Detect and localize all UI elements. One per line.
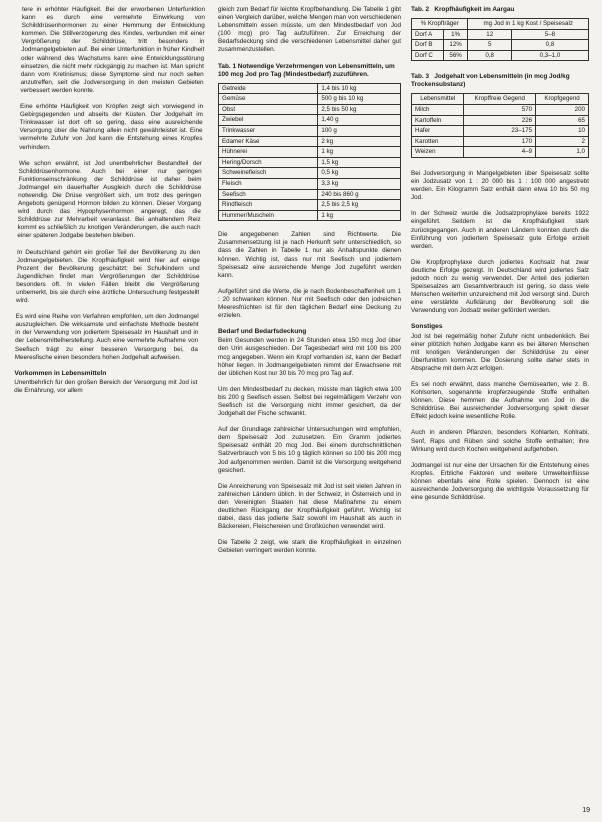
table-row: [219, 200, 401, 211]
table-cell: 0,5 kg: [318, 168, 401, 179]
column-header: Lebensmittel: [412, 94, 464, 105]
table-cell: Getreide: [219, 83, 318, 94]
table-row: [219, 147, 401, 158]
table-cell: 23–175: [464, 126, 536, 137]
table-cell: 500 g bis 10 kg: [318, 94, 401, 105]
paragraph: Es wird eine Reihe von Verfahren empfohlen, um den Jodmangel auszugleichen. Die wirksamste und einfachste Methode besteht in der Verwendung von jodiertem Speisesalz im Haushalt und in der Lebensmittelherstellung. Auch eine vermehrte Aufnahme von Seefisch trägt zu einer besseren Versorgung bei, da Meeresfische einen besonders hohen Jodgehalt aufweisen.: [14, 313, 199, 361]
table-row: [219, 94, 401, 105]
iodine-content-table: [411, 93, 589, 158]
table-row: [412, 115, 589, 126]
table-cell: Obst: [219, 104, 318, 115]
section-heading-requirement: Bedarf und Bedarfsdeckung: [218, 328, 307, 336]
table-row: [412, 147, 589, 158]
text-column-left: [14, 6, 205, 403]
table-cell: 240 bis 860 g: [318, 189, 401, 200]
table-row: [412, 136, 589, 147]
text-column-middle: [218, 6, 401, 563]
paragraph: Um den Mindestbedarf zu decken, müsste man täglich etwa 100 bis 200 g Seefisch essen. Selbst bei regelmäßigem Verzehr von Seefisch ist die Versorgung nicht immer gesichert, da der Jodgehalt der Fische schwankt.: [218, 385, 401, 418]
table-cell: Karotten: [412, 136, 464, 147]
table-cell: Dorf B: [412, 40, 444, 51]
table-header-row: [412, 19, 589, 30]
table-row: [412, 104, 589, 115]
table-cell: 3,3 kg: [318, 178, 401, 189]
goiter-frequency-table: [411, 18, 589, 61]
table2-title: Kropfhäufigkeit im Aargau: [434, 6, 515, 13]
table-cell: Milch: [412, 104, 464, 115]
table-row: [219, 157, 401, 168]
table3-label: Tab. 3: [411, 73, 429, 81]
paragraph: Die Tabelle 2 zeigt, wie stark die Kropfhäufigkeit in einzelnen Gebieten verringert werden konnte.: [218, 539, 401, 555]
table-row: [219, 104, 401, 115]
table-cell: 1,5 kg: [318, 157, 401, 168]
column2-paragraphs2: [218, 337, 401, 555]
table-cell: Zwiebel: [219, 115, 318, 126]
table-cell: 170: [464, 136, 536, 147]
table3-title: Jodgehalt von Lebensmitteln (in mcg Jod/kg Trockensubstanz): [411, 73, 570, 89]
table-cell: 100 g: [318, 125, 401, 136]
section-heading-misc: Sonstiges: [411, 323, 443, 331]
table-cell: 0,8: [468, 50, 511, 61]
table1-label: Tab. 1: [218, 62, 236, 70]
column1-paragraphs: [15, 6, 205, 362]
table-row: [219, 115, 401, 126]
table-row: [219, 125, 401, 136]
table-cell: 200: [536, 104, 589, 115]
text-column-right: [411, 6, 589, 510]
table-cell: 65: [536, 115, 589, 126]
table-header-row: [412, 94, 589, 105]
table-cell: 1,4 bis 10 kg: [318, 83, 401, 94]
table-cell: 2,5 bis 50 kg: [318, 104, 401, 115]
table-cell: 2: [536, 136, 589, 147]
table-cell: 570: [464, 104, 536, 115]
table-cell: 5: [468, 40, 511, 51]
table-cell: Weizen: [412, 147, 464, 158]
table-row: [412, 126, 589, 137]
paragraph: Auf der Grundlage zahlreicher Untersuchungen wird empfohlen, dem Speisesalz Jod zuzusetzen. Ein Gramm jodiertes Speisesalz enthält 20 mcg Jod. Bei einem durchschnittlichen Salzverbrauch von 5 bis 10 g täglich können so 100 bis 200 mcg Jod aufgenommen werden. Damit ist die Versorgung weitgehend gesichert.: [218, 426, 401, 474]
table-cell: 56%: [443, 50, 468, 61]
table-cell: Fleisch: [219, 178, 318, 189]
paragraph: Auch in anderen Pflanzen, besonders Kohlarten, Kohlrabi, Senf, Raps und Rüben sind solche Stoffe enthalten; ihre Wirkung wird durch Kochen weitgehend aufgehoben.: [411, 429, 589, 453]
table-cell: 0,3–1,0: [511, 50, 588, 61]
table-cell: Gemüse: [219, 94, 318, 105]
table-cell: 2 kg: [318, 136, 401, 147]
table-cell: 0,8: [511, 40, 588, 51]
intro-paragraph: gleich zum Bedarf für leichte Kropfbehandlung. Die Tabelle 1 gibt einen Vergleich darüber, welche Mengen man von verschiedenen Lebensmitteln essen müsste, um den Mindestbedarf von Jod (100 mcg) pro Tag aufzuführen. Zur Erreichung der Bedarfsdeckung sind die verschiedenen Lebensmittel daher gut zusammenzustellen.: [218, 6, 401, 54]
column-header: % Kropfträger: [412, 19, 468, 30]
table-cell: 10: [536, 126, 589, 137]
table1-title: Notwendige Verzehrmengen von Lebensmitteln, um 100 mcg Jod pro Tag (Mindestbedarf) zuzuführen.: [218, 62, 395, 78]
paragraph: Bei Jodversorgung in Mangelgebieten über Speisesalz sollte ein Jodzusatz von 1 : 20 000 bis 1 : 100 000 angestrebt werden. Ein Kilogramm Salz enthält dann etwa 10 bis 50 mg Jod.: [411, 169, 589, 202]
table-cell: Rindfleisch: [219, 200, 318, 211]
column3-paragraphs: [411, 170, 589, 316]
table-cell: Dorf A: [412, 29, 444, 40]
section-heading-occurrence: Vorkommen in Lebensmitteln: [14, 369, 107, 377]
paragraph: Unentbehrlich für den großen Bereich der Versorgung mit Jod ist die Ernährung, vor allem: [14, 378, 198, 394]
paragraph: Es sei noch erwähnt, dass manche Gemüsearten, wie z. B. Kohlsorten, sogenannte kropferzeugende Stoffe enthalten können. Diese hemmen die Aufnahme von Jod in die Schilddrüse. Bei ausreichender Jodversorgung spielt dieser Effekt jedoch keine wesentliche Rolle.: [411, 381, 589, 421]
table-cell: 1%: [443, 29, 468, 40]
table3-caption: [411, 73, 589, 89]
table-row: [412, 29, 589, 40]
table2-label: Tab. 2: [411, 6, 429, 13]
table-cell: Hummer/Muscheln: [219, 210, 318, 221]
paragraph: In Deutschland gehört ein großer Teil der Bevölkerung zu den Jodmangelgebieten. Die Kropfhäufigkeit wird hier auf einige Prozent der Bevölkerung geschätzt; bei Schulkindern und Jugendlichen findet man Vergrößerungen der Schilddrüse besonders oft. In vielen Fällen bleibt die Vergrößerung unbemerkt, bis sie durch eine ärztliche Untersuchung festgestellt wird.: [15, 248, 201, 305]
table-cell: 1,40 g: [318, 115, 401, 126]
table-cell: 4–9: [464, 147, 536, 158]
paragraph: Jodmangel ist nur eine der Ursachen für die Entstehung eines Kropfes. Erbliche Faktoren und weitere Umwelteinflüsse können ebenfalls eine Rolle spielen. Dennoch ist eine ausreichende Jodversorgung die wichtigste Voraussetzung für eine gesunde Schilddrüse.: [411, 461, 589, 502]
table-row: [219, 168, 401, 179]
table1-caption: [218, 63, 401, 79]
table-row: [219, 210, 401, 221]
table-cell: 5–8: [511, 29, 588, 40]
paragraph: Wie schon erwähnt, ist Jod unentbehrlicher Bestandteil der Schilddrüsenhormone. Auch bei einer nur geringen Funktionseinschränkung der Schilddrüse ist daher beim Jodmangel ein dauerhafter Ausgleich durch die Schilddrüse notwendig. Die Drüse vergrößert sich, um trotz des geringen Angebots genügend Hormon bilden zu können. Dieser Vorgang wird durch das Hypophysenhormon angeregt, das die Schilddrüse zur Mehrarbeit veranlasst. Bei anhaltendem Reiz kommt es schließlich zu knotigen Veränderungen, die auch nach einer späteren Jodgabe bestehen bleiben.: [17, 159, 202, 240]
table-cell: Hühnerei: [219, 147, 318, 158]
table-cell: 12: [468, 29, 511, 40]
table-cell: 1 kg: [318, 210, 401, 221]
paragraph: Jod ist bei regelmäßig hoher Zufuhr nicht unbedenklich. Bei einer plötzlich hohen Jodgabe kann es bei älteren Menschen mit knotigen Veränderungen der Schilddrüse zu einer Überfunktion kommen. Die Dosierung sollte daher stets in Absprache mit dem Arzt erfolgen.: [411, 332, 589, 372]
column2-paragraphs: [218, 231, 401, 320]
paragraph: Aufgeführt sind die Werte, die je nach Bodenbeschaffenheit um 1 : 20 schwanken können. Nur mit Seefisch oder den jodreichen Meeresfrüchten ist für den täglichen Bedarf eine Deckung zu erzielen.: [218, 287, 401, 320]
table-cell: 12%: [443, 40, 468, 51]
paragraph: Eine erhöhte Häufigkeit von Kröpfen zeigt sich vorwiegend in Gebirgsgegenden und abseits der Küsten. Der Jodgehalt im Trinkwasser ist dort oft so gering, dass eine ausreichende Versorgung über die Nahrung allein nicht gewährleistet ist. Eine vermehrte Zufuhr von Jod kann die Entstehung eines Kropfes verhindern.: [19, 103, 204, 151]
table-row: [219, 136, 401, 147]
column-header: mg Jod in 1 kg Kost / Speisesalz: [468, 19, 589, 30]
table-cell: Edamer Käse: [219, 136, 318, 147]
table-cell: Trinkwasser: [219, 125, 318, 136]
table-row: [219, 189, 401, 200]
table-cell: Seefisch: [219, 189, 318, 200]
food-quantity-table: [218, 83, 401, 222]
table-cell: 226: [464, 115, 536, 126]
paragraph: Beim Gesunden werden in 24 Stunden etwa 150 mcg Jod über den Urin ausgeschieden. Der Tagesbedarf wird mit 100 bis 200 mcg angegeben. Wenn ein Kropf vorhanden ist, kann der Bedarf höher liegen. In Jodmangelgebieten nimmt der Erwachsene mit der üblichen Kost nur 30 bis 70 mcg pro Tag auf.: [218, 337, 401, 377]
table-cell: Hering/Dorsch: [219, 157, 318, 168]
paragraph: In der Schweiz wurde die Jodsalzprophylaxe bereits 1922 eingeführt. Seitdem ist die Kropfhäufigkeit stark zurückgegangen. Auch in anderen Ländern konnten durch die Einführung von jodiertem Speisesalz gute Erfolge erzielt werden.: [411, 210, 589, 250]
column3-paragraphs2: [411, 333, 589, 503]
table-cell: 1,0: [536, 147, 589, 158]
table-row: [219, 178, 401, 189]
table-cell: Dorf C: [412, 50, 444, 61]
table-row: [412, 40, 589, 51]
paragraph: Die angegebenen Zahlen sind Richtwerte. Die Zusammensetzung ist je nach Herkunft sehr unterschiedlich, so dass die Zahlen in Tabelle 1 nur als Anhaltspunkte dienen können. Wichtig ist, dass nur mit Seefisch und jodiertem Speisesalz eine ausreichende Menge Jod zugeführt werden kann.: [218, 231, 401, 279]
column-header: Kropffreie Gegend: [464, 94, 536, 105]
table-cell: Kartoffeln: [412, 115, 464, 126]
table-row: [219, 83, 401, 94]
paragraph: Die Anreicherung von Speisesalz mit Jod ist seit vielen Jahren in zahlreichen Ländern üblich. In der Schweiz, in Österreich und in den Vereinigten Staaten hat diese Maßnahme zu einem deutlichen Rückgang der Kropfhäufigkeit geführt. Wichtig ist dabei, dass das jodierte Salz sowohl im Haushalt als auch in Bäckereien, Fleischereien und Großküchen verwendet wird.: [218, 482, 401, 531]
page-number: 19: [582, 807, 590, 814]
table-row: [412, 50, 589, 61]
table-cell: Schweinefleisch: [219, 168, 318, 179]
table-cell: Hafer: [412, 126, 464, 137]
paragraph: tere in erhöhter Häufigkeit. Bei der erworbenen Unterfunktion kann es durch eine vermehrte Einwirkung von Schilddrüsenhormonen zu einer Hemmung der Entwicklung kommen. Die Stillverzögerung des Kindes, verbunden mit einer Vergrößerung der Schilddrüse, tritt besonders in Jodmangelgebieten auf. Bei einer Unterfunktion in früher Kindheit oder während des Wachstums kann eine Entwicklungsstörung einsetzen, die nicht mehr rückgängig zu machen ist. Man spricht dann vom Kretinismus; diese Symptome sind nur noch selten anzutreffen, seit die Jodversorgung in den meisten Gebieten verbessert werden konnte.: [20, 6, 206, 94]
table-cell: 2,5 bis 2,5 kg: [318, 200, 401, 211]
table-cell: 1 kg: [318, 147, 401, 158]
paragraph: Die Kropfprophylaxe durch jodiertes Kochsalz hat zwar deutliche Erfolge gezeigt. In Deutschland wird jodiertes Salz jedoch noch zu wenig verwendet. Der Anteil des jodierten Speisesalzes am Gesamtverbrauch ist gering, so dass viele Menschen weiterhin unzureichend mit Jod versorgt sind. Durch eine verstärkte Aufklärung der Bevölkerung soll die Verwendung von Jodsalz weiter gefördert werden.: [411, 258, 589, 315]
column-header: Kropfgegend: [536, 94, 589, 105]
table2-caption: [411, 6, 589, 14]
